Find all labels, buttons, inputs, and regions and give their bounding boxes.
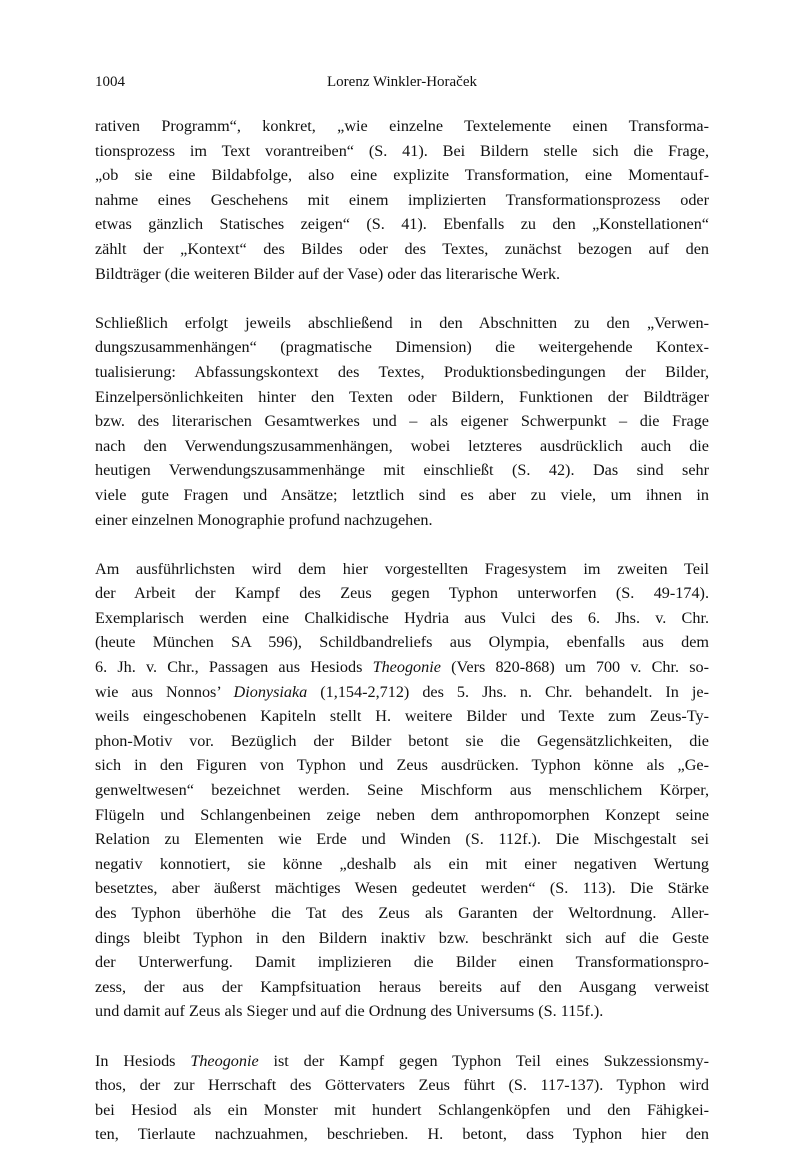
text-line: nahme eines Geschehens mit einem implizierten Transformationsprozess oder	[95, 190, 709, 209]
text-line: Flügeln und Schlangenbeinen zeige neben dem anthropomorphen Konzept seine	[95, 805, 709, 824]
italic-title: Theogonie	[190, 1051, 259, 1070]
text-line: wie aus Nonnos’ Dionysiaka (1,154-2,712) des 5. Jhs. n. Chr. behandelt. In je-	[95, 682, 709, 701]
text-line: Exemplarisch werden eine Chalkidische Hydria aus Vulci des 6. Jhs. v. Chr.	[95, 608, 709, 627]
paragraph	[95, 1049, 709, 1147]
text-line: weils eingeschobenen Kapiteln stellt H. weitere Bilder und Texte zum Zeus-Ty-	[95, 707, 709, 726]
text-line: dings bleibt Typhon in den Bildern inaktiv bzw. beschränkt sich auf die Geste	[95, 928, 709, 947]
text-line: zess, der aus der Kampfsituation heraus bereits auf den Ausgang verweist	[95, 977, 709, 996]
page-header	[95, 74, 709, 96]
italic-title: Dionysiaka	[233, 682, 308, 701]
text-line: viele gute Fragen und Ansätze; letztlich sind es aber zu viele, um ihnen in	[95, 485, 709, 504]
text-line: Schließlich erfolgt jeweils abschließend in den Abschnitten zu den „Verwen-	[95, 313, 709, 332]
text-line: etwas gänzlich Statisches zeigen“ (S. 41). Ebenfalls zu den „Konstellationen“	[95, 215, 709, 234]
text-line: besetztes, aber äußerst mächtiges Wesen gedeutet werden“ (S. 113). Die Stärke	[95, 879, 709, 898]
text-line: Einzelpersönlichkeiten hinter den Texten oder Bildern, Funktionen der Bildträger	[95, 387, 709, 406]
body-text	[95, 114, 709, 1172]
text-line: bei Hesiod als ein Monster mit hundert Schlangenköpfen und den Fähigkei-	[95, 1100, 709, 1119]
italic-title: Theogonie	[372, 658, 441, 677]
text-line: sich in den Figuren von Typhon und Zeus ausdrücken. Typhon könne als „Ge-	[95, 756, 709, 775]
text-line: einer einzelnen Monographie profund nachzugehen.	[95, 510, 433, 529]
text-line: tionsprozess im Text vorantreiben“ (S. 41). Bei Bildern stelle sich die Frage,	[95, 141, 709, 160]
text-line: In Hesiods Theogonie ist der Kampf gegen Typhon Teil eines Sukzessionsmy-	[95, 1051, 709, 1070]
text-line: (heute München SA 596), Schildbandreliefs aus Olympia, ebenfalls aus dem	[95, 633, 709, 652]
text-line: und damit auf Zeus als Sieger und auf die Ordnung des Universums (S. 115f.).	[95, 1002, 604, 1021]
text-line: Relation zu Elementen wie Erde und Winden (S. 112f.). Die Mischgestalt sei	[95, 830, 709, 849]
text-line: des Typhon überhöhe die Tat des Zeus als Garanten der Weltordnung. Aller-	[95, 904, 709, 922]
text-line: bzw. des literarischen Gesamtwerkes und – als eigener Schwerpunkt – die Frage	[95, 412, 709, 431]
text-line: Bildträger (die weiteren Bilder auf der Vase) oder das literarische Werk.	[95, 264, 561, 283]
text-line: dungszusammenhängen“ (pragmatische Dimension) die weitergehende Kontex-	[95, 338, 709, 357]
text-line: 6. Jh. v. Chr., Passagen aus Hesiods Theogonie (Vers 820-868) um 700 v. Chr. so-	[95, 658, 710, 677]
text-line: negativ konnotiert, sie könne „deshalb als ein mit einer negativen Wertung	[95, 854, 709, 873]
text-line: tualisierung: Abfassungskontext des Textes, Produktionsbedingungen der Bilder,	[95, 362, 709, 381]
text-line: zählt der „Kontext“ des Bildes oder des Textes, zunächst bezogen auf den	[95, 239, 709, 258]
text-line: phon-Motiv vor. Bezüglich der Bilder betont sie die Gegensätzlichkeiten, die	[95, 731, 709, 750]
text-line: heutigen Verwendungszusammenhänge mit einschließt (S. 42). Das sind sehr	[95, 461, 709, 480]
text-line: nach den Verwendungszusammenhängen, wobei letzteres ausdrücklich auch die	[95, 436, 709, 455]
paragraph	[95, 557, 709, 1024]
text-line: der Arbeit der Kampf des Zeus gegen Typhon unterworfen (S. 49-174).	[95, 584, 709, 603]
text-line: genweltwesen“ bezeichnet werden. Seine Mischform aus menschlichem Körper,	[95, 781, 709, 800]
paragraph	[95, 311, 709, 532]
paragraph	[95, 114, 709, 286]
text-line: der Unterwerfung. Damit implizieren die Bilder einen Transformationspro-	[95, 953, 709, 972]
text-line: ten, Tierlaute nachzuahmen, beschrieben. H. betont, dass Typhon hier den	[95, 1125, 709, 1144]
text-line: „ob sie eine Bildabfolge, also eine explizite Transformation, eine Momentauf-	[95, 166, 709, 185]
running-head: Lorenz Winkler-Horaček	[327, 74, 477, 90]
text-line: thos, der zur Herrschaft des Göttervaters Zeus führt (S. 117-137). Typhon wird	[95, 1076, 709, 1095]
page-number: 1004	[95, 74, 125, 90]
text-line: rativen Programm“, konkret, „wie einzelne Textelemente einen Transforma-	[95, 117, 709, 135]
text-line: Am ausführlichsten wird dem hier vorgestellten Fragesystem im zweiten Teil	[95, 559, 709, 578]
